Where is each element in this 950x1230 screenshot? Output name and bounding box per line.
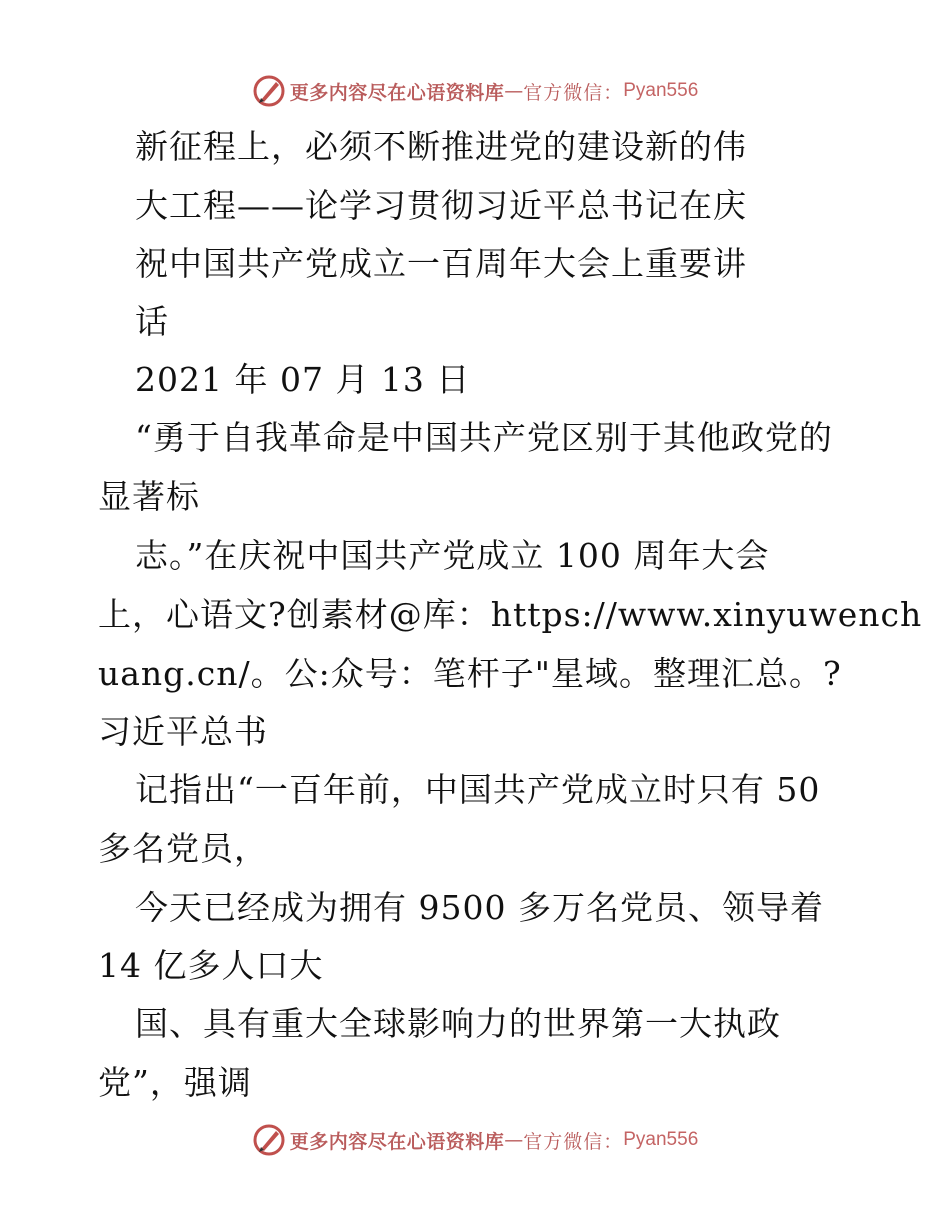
body-line-12: 党”，强调: [98, 1063, 252, 1102]
footer-watermark: [0, 1120, 950, 1160]
watermark-wechat-id: Pyan556: [623, 1129, 699, 1150]
body-line-5: uang.cn/。公:众号：笔杆子"星域。整理汇总。?: [98, 654, 842, 693]
body-line-2: 显著标: [98, 477, 200, 516]
watermark-wechat-id: Pyan556: [623, 80, 699, 101]
watermark-dash: —: [504, 80, 524, 102]
body-line-4: 上，心语文?创素材@库：https://www.xinyuwench: [98, 595, 923, 634]
body-line-10: 14 亿多人口大: [98, 946, 324, 985]
watermark-site-text: 更多内容尽在心语资料库: [289, 81, 505, 104]
watermark-site-text: 更多内容尽在心语资料库: [289, 1130, 505, 1153]
body-line-11: 国、具有重大全球影响力的世界第一大执政: [135, 1004, 781, 1043]
body-line-6: 习近平总书: [98, 712, 268, 751]
body-line-3: 志。”在庆祝中国共产党成立 100 周年大会: [135, 536, 770, 575]
body-line-7: 记指出“一百年前，中国共产党成立时只有 50: [135, 770, 821, 809]
title-line-4: 话: [135, 302, 169, 341]
quill-logo-icon: [252, 74, 286, 108]
watermark-wechat-label: 官方微信：: [523, 1130, 624, 1153]
header-watermark: [0, 71, 950, 111]
watermark-wechat-label: 官方微信：: [523, 81, 624, 104]
date-line: 2021 年 07 月 13 日: [135, 360, 471, 399]
watermark-dash: —: [504, 1129, 524, 1151]
title-line-1: 新征程上，必须不断推进党的建设新的伟: [135, 127, 747, 166]
title-line-3: 祝中国共产党成立一百周年大会上重要讲: [135, 244, 747, 283]
title-line-2: 大工程——论学习贯彻习近平总书记在庆: [135, 186, 747, 225]
body-line-1: “勇于自我革命是中国共产党区别于其他政党的: [135, 418, 833, 457]
quill-logo-icon: [252, 1123, 286, 1157]
body-line-9: 今天已经成为拥有 9500 多万名党员、领导着: [135, 888, 824, 927]
body-line-8: 多名党员，: [98, 829, 268, 868]
